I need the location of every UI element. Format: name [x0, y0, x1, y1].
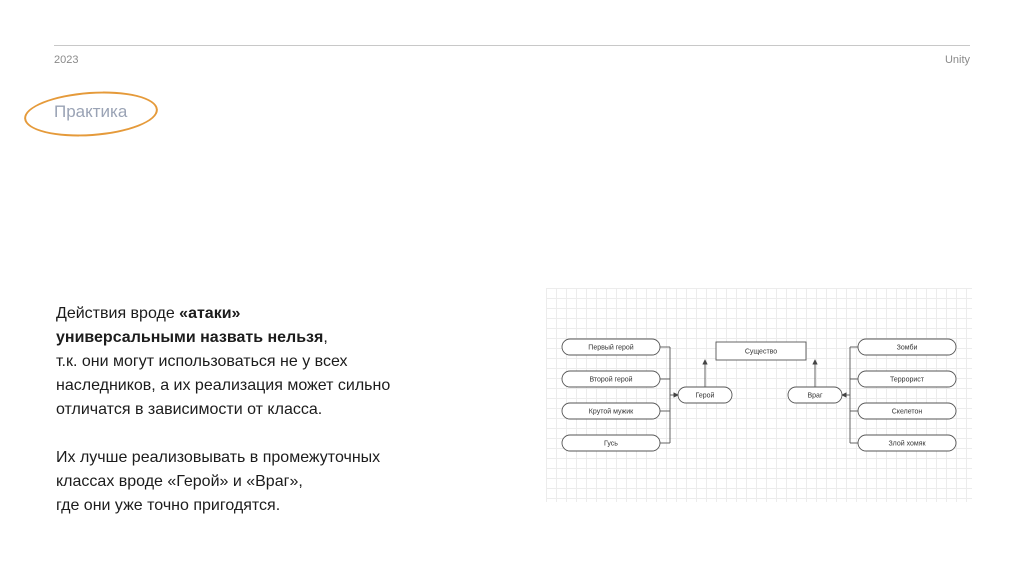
enemy-node-label: Террорист: [890, 376, 924, 384]
paragraph-1: [56, 302, 486, 422]
enemy-class-node: [788, 387, 842, 403]
text-segment: классах вроде «Герой» и «Враг»,: [56, 473, 303, 490]
enemy-node: [858, 403, 956, 419]
bold-text: «атаки»: [179, 305, 241, 322]
text-segment: отличатся в зависимости от класса.: [56, 401, 323, 418]
hero-node-label: Первый герой: [588, 344, 634, 352]
hero-node-label: Второй герой: [589, 376, 633, 384]
brand-label: Unity: [944, 54, 970, 66]
enemy-node: [858, 339, 956, 355]
enemy-node-label: Скелетон: [891, 408, 923, 416]
text-segment: наследников, а их реализация может сильно: [56, 377, 391, 394]
class-hierarchy-diagram: [546, 288, 972, 502]
text-segment: ,: [323, 329, 328, 346]
header-divider: [54, 45, 970, 46]
enemy-node: [858, 435, 956, 451]
paragraph-2: [56, 446, 486, 518]
diagram-canvas: [546, 288, 972, 502]
root-node-label: Существо: [744, 348, 778, 356]
highlight-ring: [23, 87, 160, 140]
text-segment: т.к. они могут использоваться не у всех: [56, 353, 348, 370]
bold-text: универсальными назвать нельзя: [56, 329, 324, 346]
enemy-node-label: Злой хомяк: [888, 440, 926, 448]
slide-body: [56, 302, 486, 542]
section-title: Практика: [54, 102, 128, 121]
text-segment: Действия вроде: [56, 305, 180, 322]
enemy-class-node-label: Враг: [807, 392, 823, 400]
hero-node: [562, 403, 660, 419]
text-segment: Их лучше реализовывать в промежуточных: [56, 449, 381, 466]
text-segment: где они уже точно пригодятся.: [56, 497, 281, 514]
hero-node-label: Гусь: [604, 440, 618, 448]
enemy-node-label: Зомби: [896, 344, 918, 352]
hero-node-label: Крутой мужик: [588, 408, 634, 416]
root-node: [716, 342, 806, 360]
hero-node: [562, 339, 660, 355]
hero-node: [562, 435, 660, 451]
hero-node: [562, 371, 660, 387]
year-label: 2023: [54, 54, 79, 66]
enemy-node: [858, 371, 956, 387]
hero-class-node: [678, 387, 732, 403]
hero-class-node-label: Герой: [695, 392, 715, 400]
